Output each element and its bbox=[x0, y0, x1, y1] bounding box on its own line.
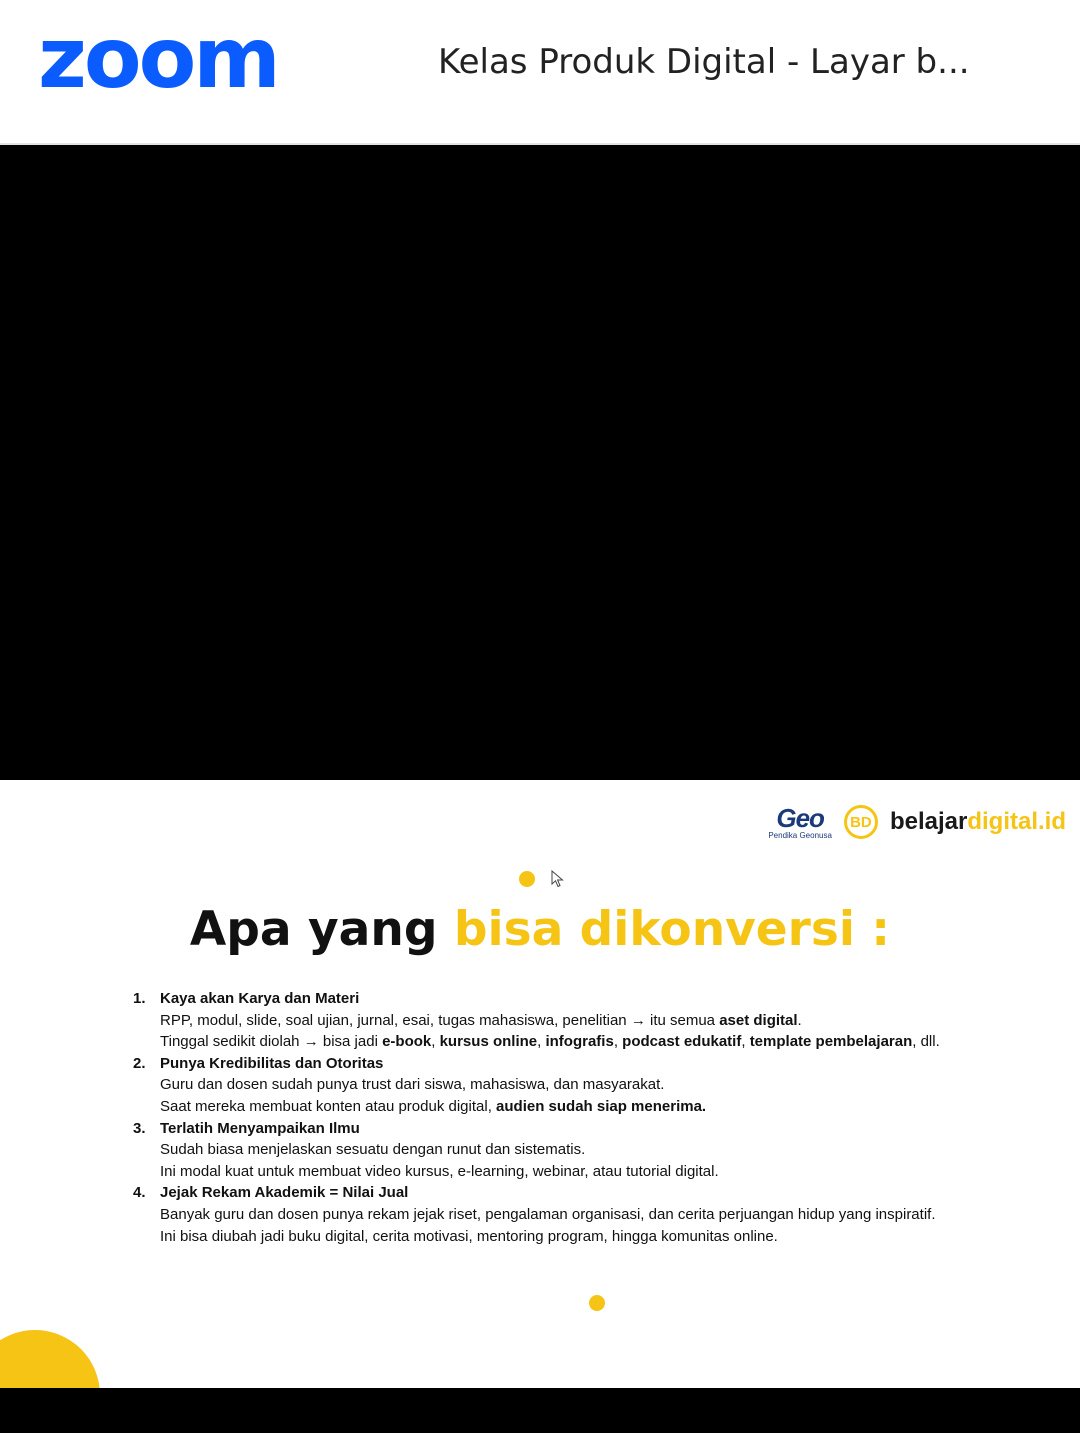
shared-slide bbox=[0, 780, 1080, 1388]
shared-screen-video bbox=[0, 145, 1080, 780]
point-line: Tinggal sedikit diolah → bisa jadi e-book, kursus online, infografis, podcast edukatif, template pembelajaran, dll. bbox=[160, 1033, 940, 1051]
heading-part1: Apa yang bbox=[189, 902, 438, 957]
decorative-dot-top bbox=[519, 871, 535, 887]
point-line: Banyak guru dan dosen punya rekam jejak riset, pengalaman organisasi, dan cerita perjuangan hidup yang inspiratif. bbox=[160, 1205, 936, 1223]
point-title: Punya Kredibilitas dan Otoritas bbox=[160, 1054, 384, 1072]
list-item bbox=[133, 988, 1033, 1053]
point-title: Jejak Rekam Akademik = Nilai Jual bbox=[160, 1184, 409, 1202]
point-number: 4. bbox=[133, 1184, 146, 1202]
geonusa-logo bbox=[768, 802, 832, 840]
app-header bbox=[0, 0, 1080, 145]
slide-logos bbox=[768, 800, 1066, 844]
point-title: Kaya akan Karya dan Materi bbox=[160, 990, 360, 1007]
meeting-title: Kelas Produk Digital - Layar b... bbox=[438, 42, 970, 82]
geonusa-logo-subtext: Pendika Geonusa bbox=[768, 830, 832, 840]
point-line: Guru dan dosen sudah punya trust dari siswa, mahasiswa, dan masyarakat. bbox=[160, 1076, 665, 1094]
geonusa-logo-text: Geo bbox=[776, 802, 824, 833]
point-line: Ini bisa diubah jadi buku digital, cerita motivasi, mentoring program, hingga komunitas online. bbox=[160, 1227, 778, 1245]
mouse-pointer-icon bbox=[551, 870, 564, 888]
decorative-corner-circle bbox=[0, 1330, 100, 1388]
list-item bbox=[133, 1118, 1033, 1183]
belajardigital-logo bbox=[890, 808, 1066, 836]
bottom-bar bbox=[0, 1388, 1080, 1433]
point-number: 3. bbox=[133, 1119, 146, 1137]
point-line: Ini modal kuat untuk membuat video kursus, e-learning, webinar, atau tutorial digital. bbox=[160, 1162, 719, 1180]
point-number: 1. bbox=[133, 990, 146, 1007]
point-line: RPP, modul, slide, soal ujian, jurnal, esai, tugas mahasiswa, penelitian → itu semua aset digital. bbox=[160, 1011, 802, 1029]
point-line: Saat mereka membuat konten atau produk digital, audien sudah siap menerima. bbox=[160, 1097, 707, 1115]
list-item bbox=[133, 1182, 1033, 1247]
slide-heading bbox=[0, 902, 1080, 957]
brand-part2: digital.id bbox=[967, 808, 1066, 835]
zoom-logo: zoom bbox=[38, 9, 278, 107]
point-list bbox=[133, 988, 1033, 1247]
point-number: 2. bbox=[133, 1054, 146, 1072]
point-title: Terlatih Menyampaikan Ilmu bbox=[160, 1119, 360, 1137]
heading-part2: bisa dikonversi : bbox=[453, 902, 891, 957]
decorative-dot-bottom bbox=[589, 1295, 605, 1311]
brand-part1: belajar bbox=[889, 808, 968, 835]
point-line: Sudah biasa menjelaskan sesuatu dengan runut dan sistematis. bbox=[160, 1141, 586, 1159]
belajardigital-mark-icon bbox=[844, 805, 878, 839]
list-item bbox=[133, 1053, 1033, 1118]
bd-mark-text: BD bbox=[850, 813, 872, 831]
